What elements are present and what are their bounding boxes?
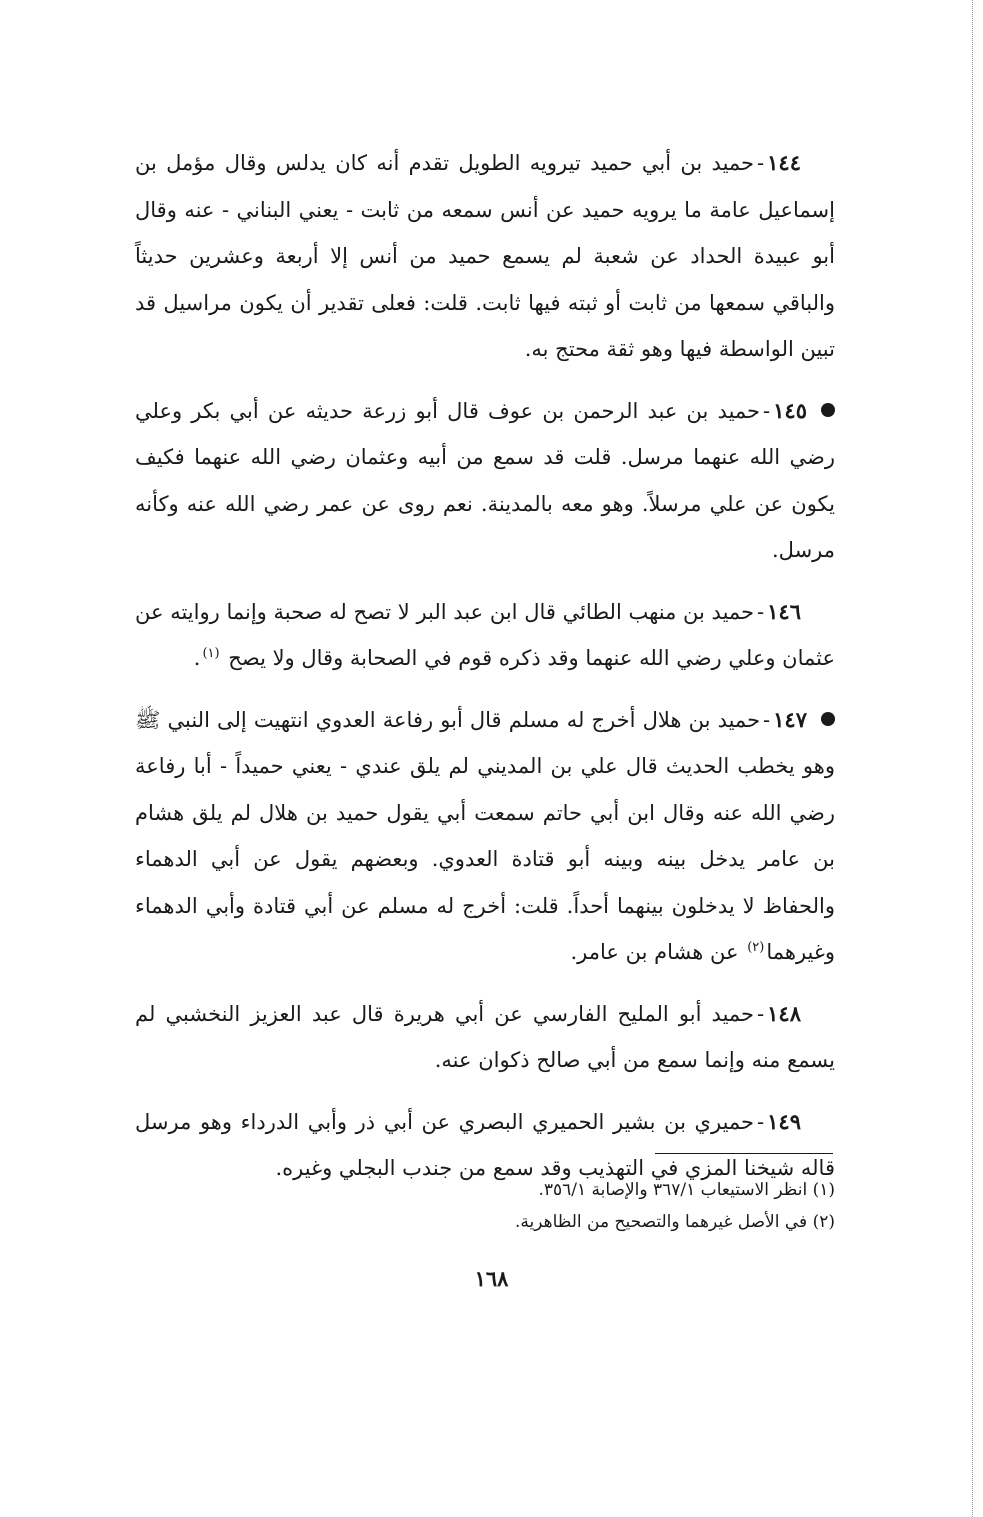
bullet-icon	[821, 403, 835, 417]
footnote-ref: (١)	[202, 646, 220, 661]
entry-separator: -	[757, 1109, 765, 1134]
entry-number: ١٤٦	[767, 598, 801, 624]
entry-144	[135, 140, 835, 373]
entry-number: ١٤٤	[767, 150, 801, 175]
entry-148	[135, 991, 835, 1084]
entry-146	[135, 589, 835, 682]
entry-number: ١٤٩	[767, 1108, 801, 1134]
entry-number: ١٤٨	[767, 1000, 801, 1026]
entry-text: حميد بن عبد الرحمن بن عوف قال أبو زرعة حديثه عن أبي بكر وعلي رضي الله عنهما مرسل. قلت قد سمع من أبيه وعثمان رضي الله عنهما فكيف يكون عن علي مرسلاً. وهو معه بالمدينة. نعم روى عن عمر رضي الله عنه وكأنه مرسل.	[135, 398, 835, 562]
main-text	[135, 140, 835, 1207]
entry-147	[135, 697, 835, 976]
entry-number: ١٤٥	[773, 397, 807, 423]
entry-text: حميري بن بشير الحميري البصري عن أبي ذر وأبي الدرداء وهو مرسل قاله شيخنا المزي في التهذيب وقد سمع من جندب البجلي وغيره.	[135, 1109, 835, 1180]
entry-text: حميد بن هلال أخرج له مسلم قال أبو رفاعة العدوي انتهيت إلى النبي ﷺ وهو يخطب الحديث قال علي بن المديني لم يلق عندي - يعني حميداً - أبا رفاعة رضي الله عنه وقال ابن أبي حاتم سمعت أبي يقول حميد بن هلال لم يلق هشام بن عامر يدخل بينه وبينه أبو قتادة العدوي. وبعضهم يقول عن أبي الدهماء والحفاظ لا يدخلون بينهما أحداً. قلت: أخرج له مسلم عن أبي قتادة وأبي الدهماء وغيرهما	[135, 707, 835, 964]
entry-145	[135, 388, 835, 574]
entry-number: ١٤٧	[773, 706, 807, 732]
entry-text: حميد بن أبي حميد تيرويه الطويل تقدم أنه كان يدلس وقال مؤمل بن إسماعيل عامة ما يرويه حميد عن أنس سمعه من ثابت - يعني البناني - عنه وقال أبو عبيدة الحداد عن شعبة لم يسمع حميد من أنس إلا أربعة وعشرين حديثاً والباقي سمعها من ثابت أو ثبته فيها ثابت. قلت: فعلى تقدير أن يكون مراسيل قد تبين الواسطة فيها وهو ثقة محتج به.	[135, 151, 835, 361]
footnote-2: (٢) في الأصل غيرهما والتصحيح من الظاهرية.	[515, 1212, 835, 1232]
entry-text: حميد أبو المليح الفارسي عن أبي هريرة قال عبد العزيز النخشبي لم يسمع منه وإنما سمع من أبي صالح ذكوان عنه.	[135, 1001, 835, 1072]
footnote-ref: (٢)	[747, 940, 765, 955]
entry-text-after: عن هشام بن عامر.	[570, 940, 739, 964]
footnote-divider	[655, 1153, 833, 1154]
entry-separator: -	[757, 1001, 765, 1026]
footnote-1: (١) انظر الاستيعاب ٣٦٧/١ والإصابة ٣٥٦/١.	[538, 1180, 835, 1200]
entry-separator: -	[757, 599, 765, 624]
entry-separator: -	[763, 707, 771, 732]
bullet-icon	[821, 712, 835, 726]
footnotes	[135, 1174, 835, 1238]
entry-text-after: .	[193, 646, 201, 670]
entry-text: حميد بن منهب الطائي قال ابن عبد البر لا تصح له صحبة وإنما روايته عن عثمان وعلي رضي الله عنهما وقد ذكره قوم في الصحابة وقال ولا يصح	[135, 599, 835, 670]
entry-separator: -	[757, 151, 765, 175]
entry-separator: -	[763, 398, 771, 423]
page-number: ١٦٨	[474, 1266, 509, 1291]
